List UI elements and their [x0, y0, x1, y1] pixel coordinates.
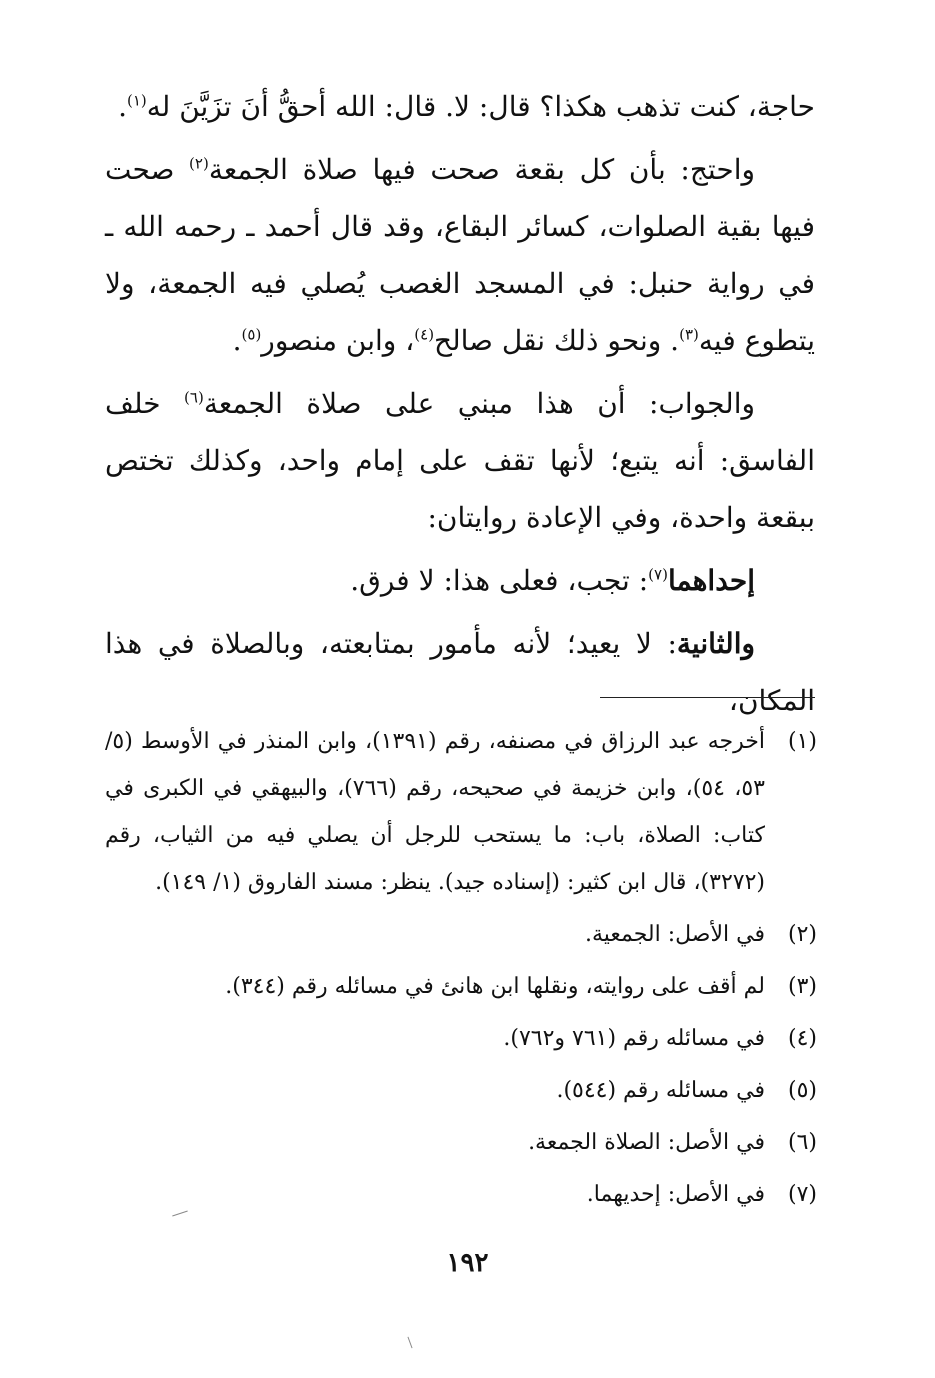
main-text: [105, 78, 815, 735]
footnote-item: [105, 1171, 817, 1218]
text-segment: : تجب، فعلى هذا: لا فرق.: [350, 564, 649, 597]
text-segment: والجواب: أن هذا مبني على صلاة الجمعة: [203, 387, 755, 420]
footnote-ref: (٣): [679, 325, 699, 344]
text-segment: واحتج: بأن كل بقعة صحت فيها صلاة الجمعة: [208, 153, 755, 186]
footnote-ref: (٧): [648, 565, 668, 584]
footnote-separator: [600, 697, 815, 698]
footnote-number: (٢): [787, 922, 817, 947]
footnote-ref: (١): [127, 91, 147, 110]
footnote-number: (٤): [787, 1026, 817, 1051]
footnotes: [105, 718, 817, 1223]
footnote-number: (٦): [787, 1130, 817, 1155]
bold-term: والثانية: [676, 627, 755, 660]
footnote-ref: (٥): [241, 325, 262, 344]
footnote-text: في الأصل: إحديهما.: [586, 1182, 765, 1207]
footnote-number: (١): [787, 729, 817, 754]
paragraph-1: [105, 78, 815, 135]
footnote-text: لم أقف على روايته، ونقلها ابن هانئ في مسائله رقم (٣٤٤).: [225, 974, 765, 999]
text-segment: صحت فيها بقية الصلوات، كسائر البقاع، وقد قال أحمد ـ رحمه الله ـ في رواية حنبل: في المسجد الغصب يُصلي فيه الجمعة، ولا يتطوع فيه: [105, 153, 815, 357]
footnote-text: في مسائله رقم (٧٦١ و٧٦٢).: [503, 1026, 765, 1051]
paragraph-3: [105, 375, 815, 546]
footnote-item: [105, 1067, 817, 1114]
footnote-item: [105, 1119, 817, 1166]
footnote-ref: (٦): [184, 388, 204, 407]
footnote-ref: (٢): [189, 154, 209, 173]
text-segment: . ونحو ذلك نقل صالح: [434, 324, 680, 357]
footnote-text: أخرجه عبد الرزاق في مصنفه، رقم (١٣٩١)، وابن المنذر في الأوسط (٥/ ٥٣، ٥٤)، وابن خزيمة في صحيحه، رقم (٧٦٦)، والبيهقي في الكبرى في كتاب: الصلاة، باب: ما يستحب للرجل أن يصلي فيه من الثياب، رقم (٣٢٧٢)، قال ابن كثير: (إسناده جيد). ينظر: مسند الفاروق (١/ ١٤٩).: [105, 729, 765, 895]
page-number: ١٩٢: [446, 1248, 489, 1278]
scan-mark: [407, 1337, 412, 1349]
footnote-text: في مسائله رقم (٥٤٤).: [556, 1078, 765, 1103]
paragraph-4: [105, 552, 815, 609]
text-segment: .: [118, 90, 127, 123]
bold-term: إحداهما: [667, 564, 755, 597]
footnote-number: (٥): [787, 1078, 817, 1103]
text-segment: خلف الفاسق: أنه يتبع؛ لأنها تقف على إمام واحد، وكذلك تختص ببقعة واحدة، وفي الإعادة روايتان:: [105, 387, 815, 534]
paragraph-5: [105, 615, 815, 729]
footnote-text: في الأصل: الجمعية.: [584, 922, 765, 947]
footnote-item: [105, 718, 817, 906]
paragraph-2: [105, 141, 815, 369]
footnote-text: في الأصل: الصلاة الجمعة.: [528, 1130, 765, 1155]
footnote-number: (٣): [787, 974, 817, 999]
footnote-number: (٧): [787, 1182, 817, 1207]
text-segment: ، وابن منصور: [261, 324, 415, 357]
footnote-item: [105, 963, 817, 1010]
footnote-ref: (٤): [414, 325, 435, 344]
text-segment: : لا يعيد؛ لأنه مأمور بمتابعته، وبالصلاة في هذا المكان،: [105, 627, 815, 717]
footnote-item: [105, 911, 817, 958]
text-segment: حاجة، كنت تذهب هكذا؟ قال: لا. قال: الله أحقُّ أنَ تزَيَّنَ له: [146, 90, 815, 123]
text-segment: .: [232, 324, 242, 357]
footnote-item: [105, 1015, 817, 1062]
